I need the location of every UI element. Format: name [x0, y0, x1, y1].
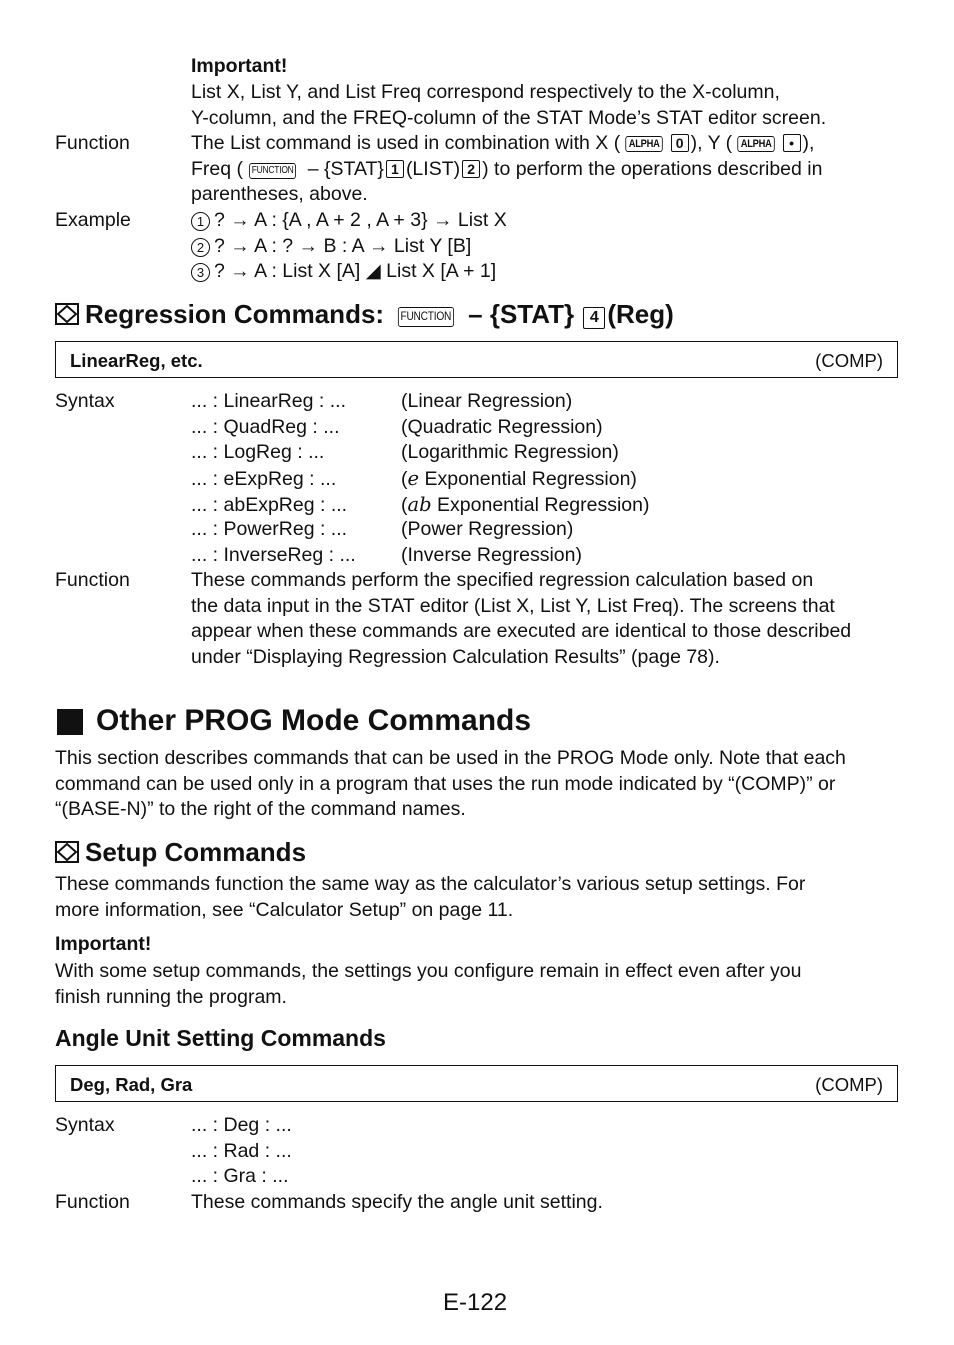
section-title: Other PROG Mode Commands [96, 704, 532, 737]
setup-description: These commands function the same way as the calculator’s various setup settings. For more information, see “Calculator Setup” on page 11. [55, 873, 806, 921]
section-marker-icon [55, 841, 79, 863]
function-line: the data input in the STAT editor (List X, List Y, List Freq). The screens that [191, 595, 835, 617]
syntax-label: Syntax [55, 390, 115, 412]
example-text: ? → A : ? → B : A → List Y [B] [214, 235, 472, 257]
important-label: Important! [55, 933, 152, 955]
function-line: under “Displaying Regression Calculation Results” (page 78). [191, 646, 720, 668]
zero-key-icon: 0 [671, 134, 689, 152]
important-line-1: List X, List Y, and List Freq correspond respectively to the X-column, [191, 81, 780, 103]
function-key-icon: FUNCTION [398, 307, 454, 327]
example-label: Example [55, 209, 131, 231]
circled-number-icon: 3 [191, 263, 210, 282]
angle-command-box [55, 1065, 898, 1102]
function-line-3: parentheses, above. [191, 183, 368, 205]
circled-number-icon: 1 [191, 212, 210, 231]
angle-heading: Angle Unit Setting Commands [55, 1025, 386, 1051]
important-line-2: Y-column, and the FREQ-column of the STAT Mode’s STAT editor screen. [191, 107, 827, 129]
important-label: Important! [191, 55, 288, 77]
important-note: With some setup commands, the settings you configure remain in effect even after you finish running the program. [55, 960, 802, 1008]
function-key-icon: FUNCTION [249, 163, 296, 179]
four-key-icon: 4 [583, 307, 605, 329]
command-box-title: LinearReg, etc. [70, 350, 203, 371]
function-label: Function [55, 132, 130, 154]
regression-heading: Regression Commands: FUNCTION – {STAT} 4 (Reg) [55, 299, 674, 329]
section-marker-icon [55, 303, 79, 325]
function-label: Function [55, 1191, 130, 1213]
function-line: appear when these commands are executed are identical to those described [191, 620, 852, 642]
function-line: These commands specify the angle unit setting. [191, 1191, 603, 1213]
dot-key-icon: • [783, 134, 801, 152]
section-square-icon [57, 709, 83, 735]
command-box-title: Deg, Rad, Gra [70, 1074, 193, 1095]
alpha-key-icon: ALPHA [737, 136, 775, 152]
circled-number-icon: 2 [191, 238, 210, 257]
command-box-mode: (COMP) [815, 350, 883, 371]
function-label: Function [55, 569, 130, 591]
page-number: E-122 [443, 1289, 508, 1316]
command-box-mode: (COMP) [815, 1074, 883, 1095]
example-text: ? → A : List X [A] ◢ List X [A + 1] [214, 260, 497, 282]
function-line-1: The List command is used in combination with X ( ALPHA 0 ), Y ( ALPHA • ), [191, 132, 815, 154]
example-text: ? → A : {A , A + 2 , A + 3} → List X [214, 209, 507, 231]
function-line-2: Freq ( FUNCTION – {STAT} 1 (LIST) 2 ) to perform the operations described in [191, 158, 823, 180]
function-line: These commands perform the specified regression calculation based on [191, 569, 814, 591]
alpha-key-icon: ALPHA [626, 136, 664, 152]
linearreg-command-box [55, 341, 898, 378]
setup-heading: Setup Commands [55, 837, 306, 867]
section-intro: This section describes commands that can be used in the PROG Mode only. Note that each command can be used only in a program that uses the run mode indicated by “(COMP)” or “(BASE-N)” to the right of the command names. [55, 747, 846, 821]
one-key-icon: 1 [386, 160, 404, 178]
syntax-label: Syntax [55, 1114, 115, 1136]
two-key-icon: 2 [462, 160, 480, 178]
